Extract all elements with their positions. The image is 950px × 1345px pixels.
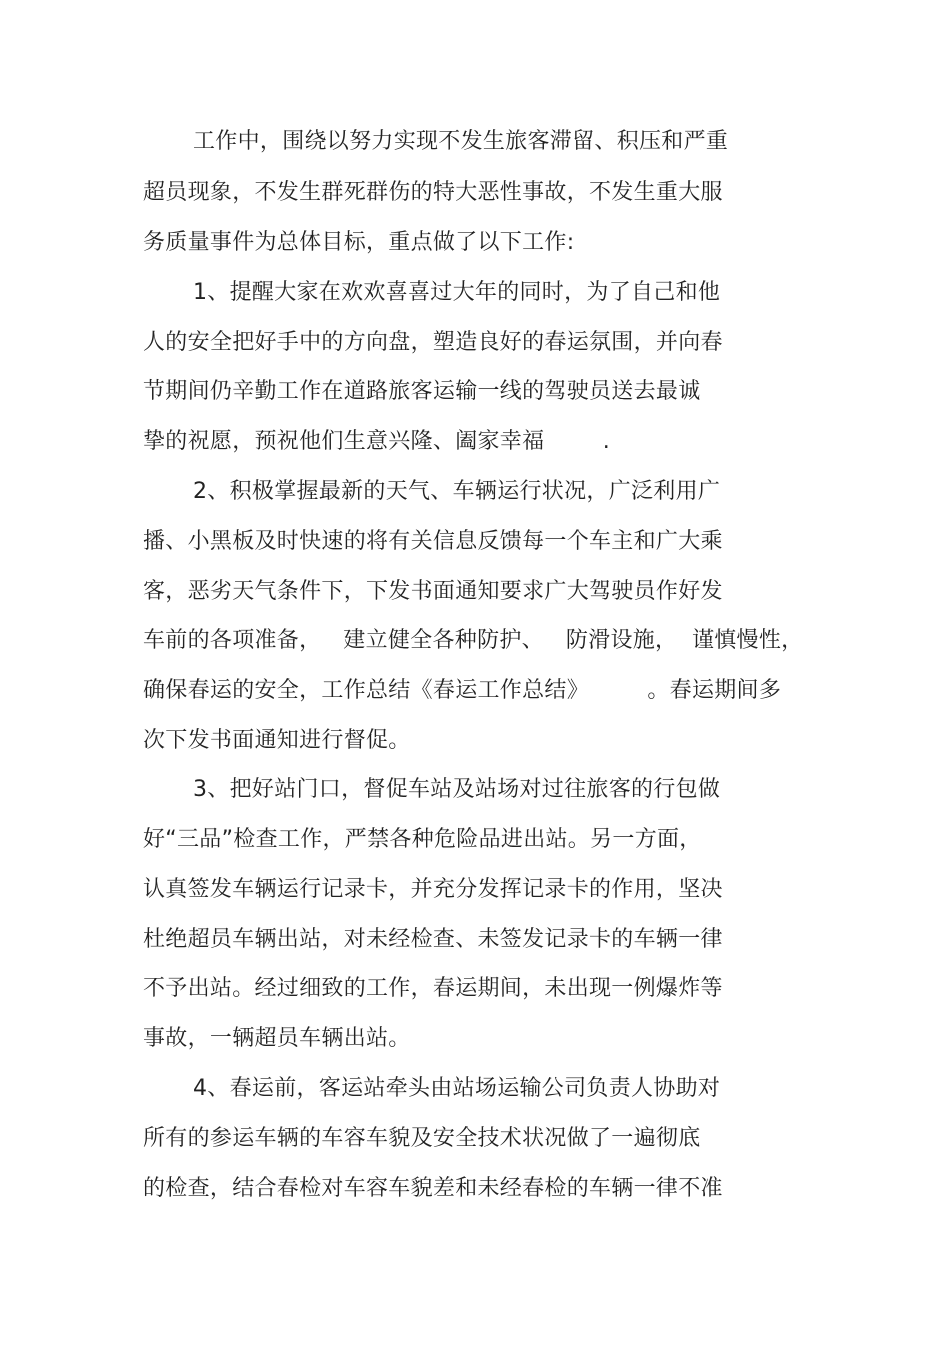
paragraph-line: 超员现象，不发生群死群伤的特大恶性事故，不发生重大服 (143, 180, 723, 205)
paragraph-line: 车前的各项准备， 建立健全各种防护、 防滑设施， 谨慎慢性， (143, 628, 804, 653)
paragraph-line: 确保春运的安全，工作总结《春运工作总结》 。春运期间多 (143, 678, 782, 703)
paragraph-line: 挚的祝愿，预祝他们生意兴隆、阖家幸福 . (143, 429, 611, 454)
paragraph-line: 务质量事件为总体目标，重点做了以下工作: (143, 230, 575, 255)
paragraph-line: 3、把好站门口，督促车站及站场对过往旅客的行包做 (193, 777, 721, 802)
paragraph-line: 事故，一辆超员车辆出站。 (143, 1026, 411, 1051)
paragraph-line: 好“三品”检查工作，严禁各种危险品进出站。另一方面， (143, 827, 702, 852)
paragraph-line: 1、提醒大家在欢欢喜喜过大年的同时，为了自己和他 (193, 280, 721, 305)
paragraph-line: 4、春运前，客运站牵头由站场运输公司负责人协助对 (193, 1076, 721, 1101)
paragraph-line: 节期间仍辛勤工作在道路旅客运输一线的驾驶员送去最诚 (143, 379, 701, 404)
paragraph-line: 的检查，结合春检对车容车貌差和未经春检的车辆一律不准 (143, 1176, 723, 1201)
paragraph-line: 2、积极掌握最新的天气、车辆运行状况，广泛利用广 (193, 479, 721, 504)
paragraph-line: 次下发书面通知进行督促。 (143, 728, 411, 753)
paragraph-line: 播、小黑板及时快速的将有关信息反馈每一个车主和广大乘 (143, 529, 723, 554)
paragraph-line: 杜绝超员车辆出站，对未经检查、未签发记录卡的车辆一律 (143, 927, 723, 952)
paragraph-line: 不予出站。经过细致的工作，春运期间，未出现一例爆炸等 (143, 976, 723, 1001)
paragraph-line: 工作中，围绕以努力实现不发生旅客滞留、积压和严重 (193, 129, 729, 154)
paragraph-line: 人的安全把好手中的方向盘，塑造良好的春运氛围，并向春 (143, 330, 723, 355)
paragraph-line: 客，恶劣天气条件下，下发书面通知要求广大驾驶员作好发 (143, 579, 723, 604)
paragraph-line: 所有的参运车辆的车容车貌及安全技术状况做了一遍彻底 (143, 1126, 701, 1151)
paragraph-line: 认真签发车辆运行记录卡，并充分发挥记录卡的作用，坚决 (143, 877, 723, 902)
